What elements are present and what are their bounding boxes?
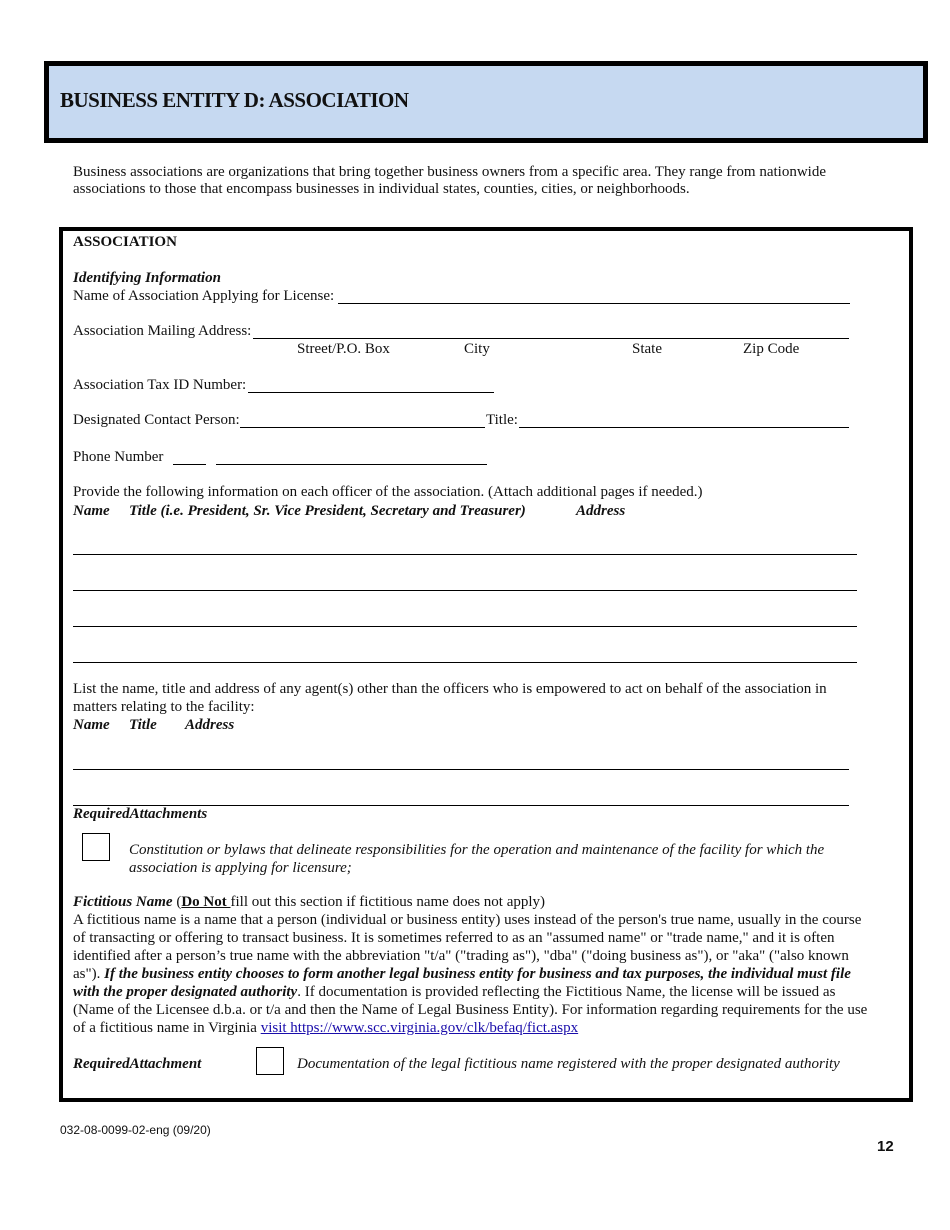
phone-number-field[interactable] — [216, 464, 487, 465]
do-not-text: Do Not — [181, 894, 231, 910]
page-number: 12 — [877, 1138, 894, 1155]
contact-person-field[interactable] — [240, 427, 485, 428]
contact-title-label: Title: — [486, 412, 518, 428]
bylaws-checkbox[interactable] — [82, 833, 110, 861]
agents-col-name: Name — [73, 717, 110, 733]
tax-id-field[interactable] — [248, 392, 494, 393]
identifying-heading: Identifying Information — [73, 270, 221, 286]
officers-instruction: Provide the following information on each officer of the association. (Attach additional pages if needed.) — [73, 484, 703, 500]
required-attachments-heading: RequiredAttachments — [73, 806, 208, 822]
fictitious-name-heading: Fictitious Name — [73, 894, 173, 910]
officers-col-name: Name — [73, 503, 110, 519]
tax-id-label: Association Tax ID Number: — [73, 377, 247, 393]
officers-col-title: Title (i.e. President, Sr. Vice President, Secretary and Treasurer) — [129, 503, 526, 519]
fictitious-paren-open: ( — [172, 894, 182, 910]
agents-col-title: Title — [129, 717, 157, 733]
fictitious-body-1: A fictitious name is a name that a person (individual or business entity) uses instead of the person's true name, usually in the course of transacting or offering to transact business. It is sometimes referred to as an "assumed name" or "trade name," and it is often identified after a person’s true name with the abbreviation "t/a" ("trading as"), "dba" ("doing business as"), or "aka" ("also known as"). — [73, 912, 862, 982]
mailing-address-field[interactable] — [253, 338, 849, 339]
association-name-label: Name of Association Applying for License: — [73, 288, 335, 304]
fictitious-body-bold: If the business entity chooses to form another legal business entity for business and tax purposes, the individual must file with the proper designated authority — [73, 966, 851, 1000]
zip-caption: Zip Code — [743, 341, 800, 357]
mailing-address-label: Association Mailing Address: — [73, 323, 252, 339]
intro-paragraph: Business associations are organizations that bring together business owners from a specific area. They range from nationwide associations to those that encompass businesses in individual states, counties, cities, or neighborhoods. — [73, 164, 826, 197]
section-title: ASSOCIATION — [73, 234, 177, 250]
fictitious-name-body — [73, 911, 873, 1037]
fictitious-name-section — [73, 893, 873, 911]
officer-entry-line[interactable] — [73, 626, 857, 627]
officers-col-address: Address — [576, 503, 626, 519]
agents-col-address: Address — [185, 717, 235, 733]
fictitious-name-link[interactable]: visit https://www.scc.virginia.gov/clk/befaq/fict.aspx — [260, 1020, 579, 1036]
agents-instruction: List the name, title and address of any agent(s) other than the officers who is empowered to act on behalf of the association in matters relating to the facility: — [73, 681, 827, 715]
fictitious-doc-checkbox[interactable] — [256, 1047, 284, 1075]
fictitious-paren-rest: fill out this section if fictitious name does not apply) — [230, 894, 546, 910]
officer-entry-line[interactable] — [73, 590, 857, 591]
fictitious-body-2: . If documentation is provided reflecting the Fictitious Name, the license will be issued as (Name of the Licensee d.b.a. or t/a and then the Name of Legal Business Entity). For information regarding requirements for the use of a fictitious name in Virginia — [73, 984, 868, 1036]
city-caption: City — [464, 341, 490, 357]
street-caption: Street/P.O. Box — [297, 341, 390, 357]
contact-title-field[interactable] — [519, 427, 849, 428]
phone-label: Phone Number — [73, 449, 164, 465]
state-caption: State — [632, 341, 662, 357]
officer-entry-line[interactable] — [73, 554, 857, 555]
page-title: BUSINESS ENTITY D: ASSOCIATION — [60, 88, 409, 112]
association-name-field[interactable] — [338, 303, 850, 304]
contact-person-label: Designated Contact Person: — [73, 412, 240, 428]
officer-entry-line[interactable] — [73, 662, 857, 663]
agent-entry-line[interactable] — [73, 769, 849, 770]
form-number: 032-08-0099-02-eng (09/20) — [60, 1123, 211, 1137]
bylaws-attachment-text: Constitution or bylaws that delineate responsibilities for the operation and maintenance of the facility for which the association is applying for licensure; — [129, 842, 825, 876]
phone-area-code-field[interactable] — [173, 464, 206, 465]
required-attachment-label: RequiredAttachment — [73, 1056, 202, 1072]
fictitious-doc-text: Documentation of the legal fictitious name registered with the proper designated authority — [297, 1056, 840, 1072]
